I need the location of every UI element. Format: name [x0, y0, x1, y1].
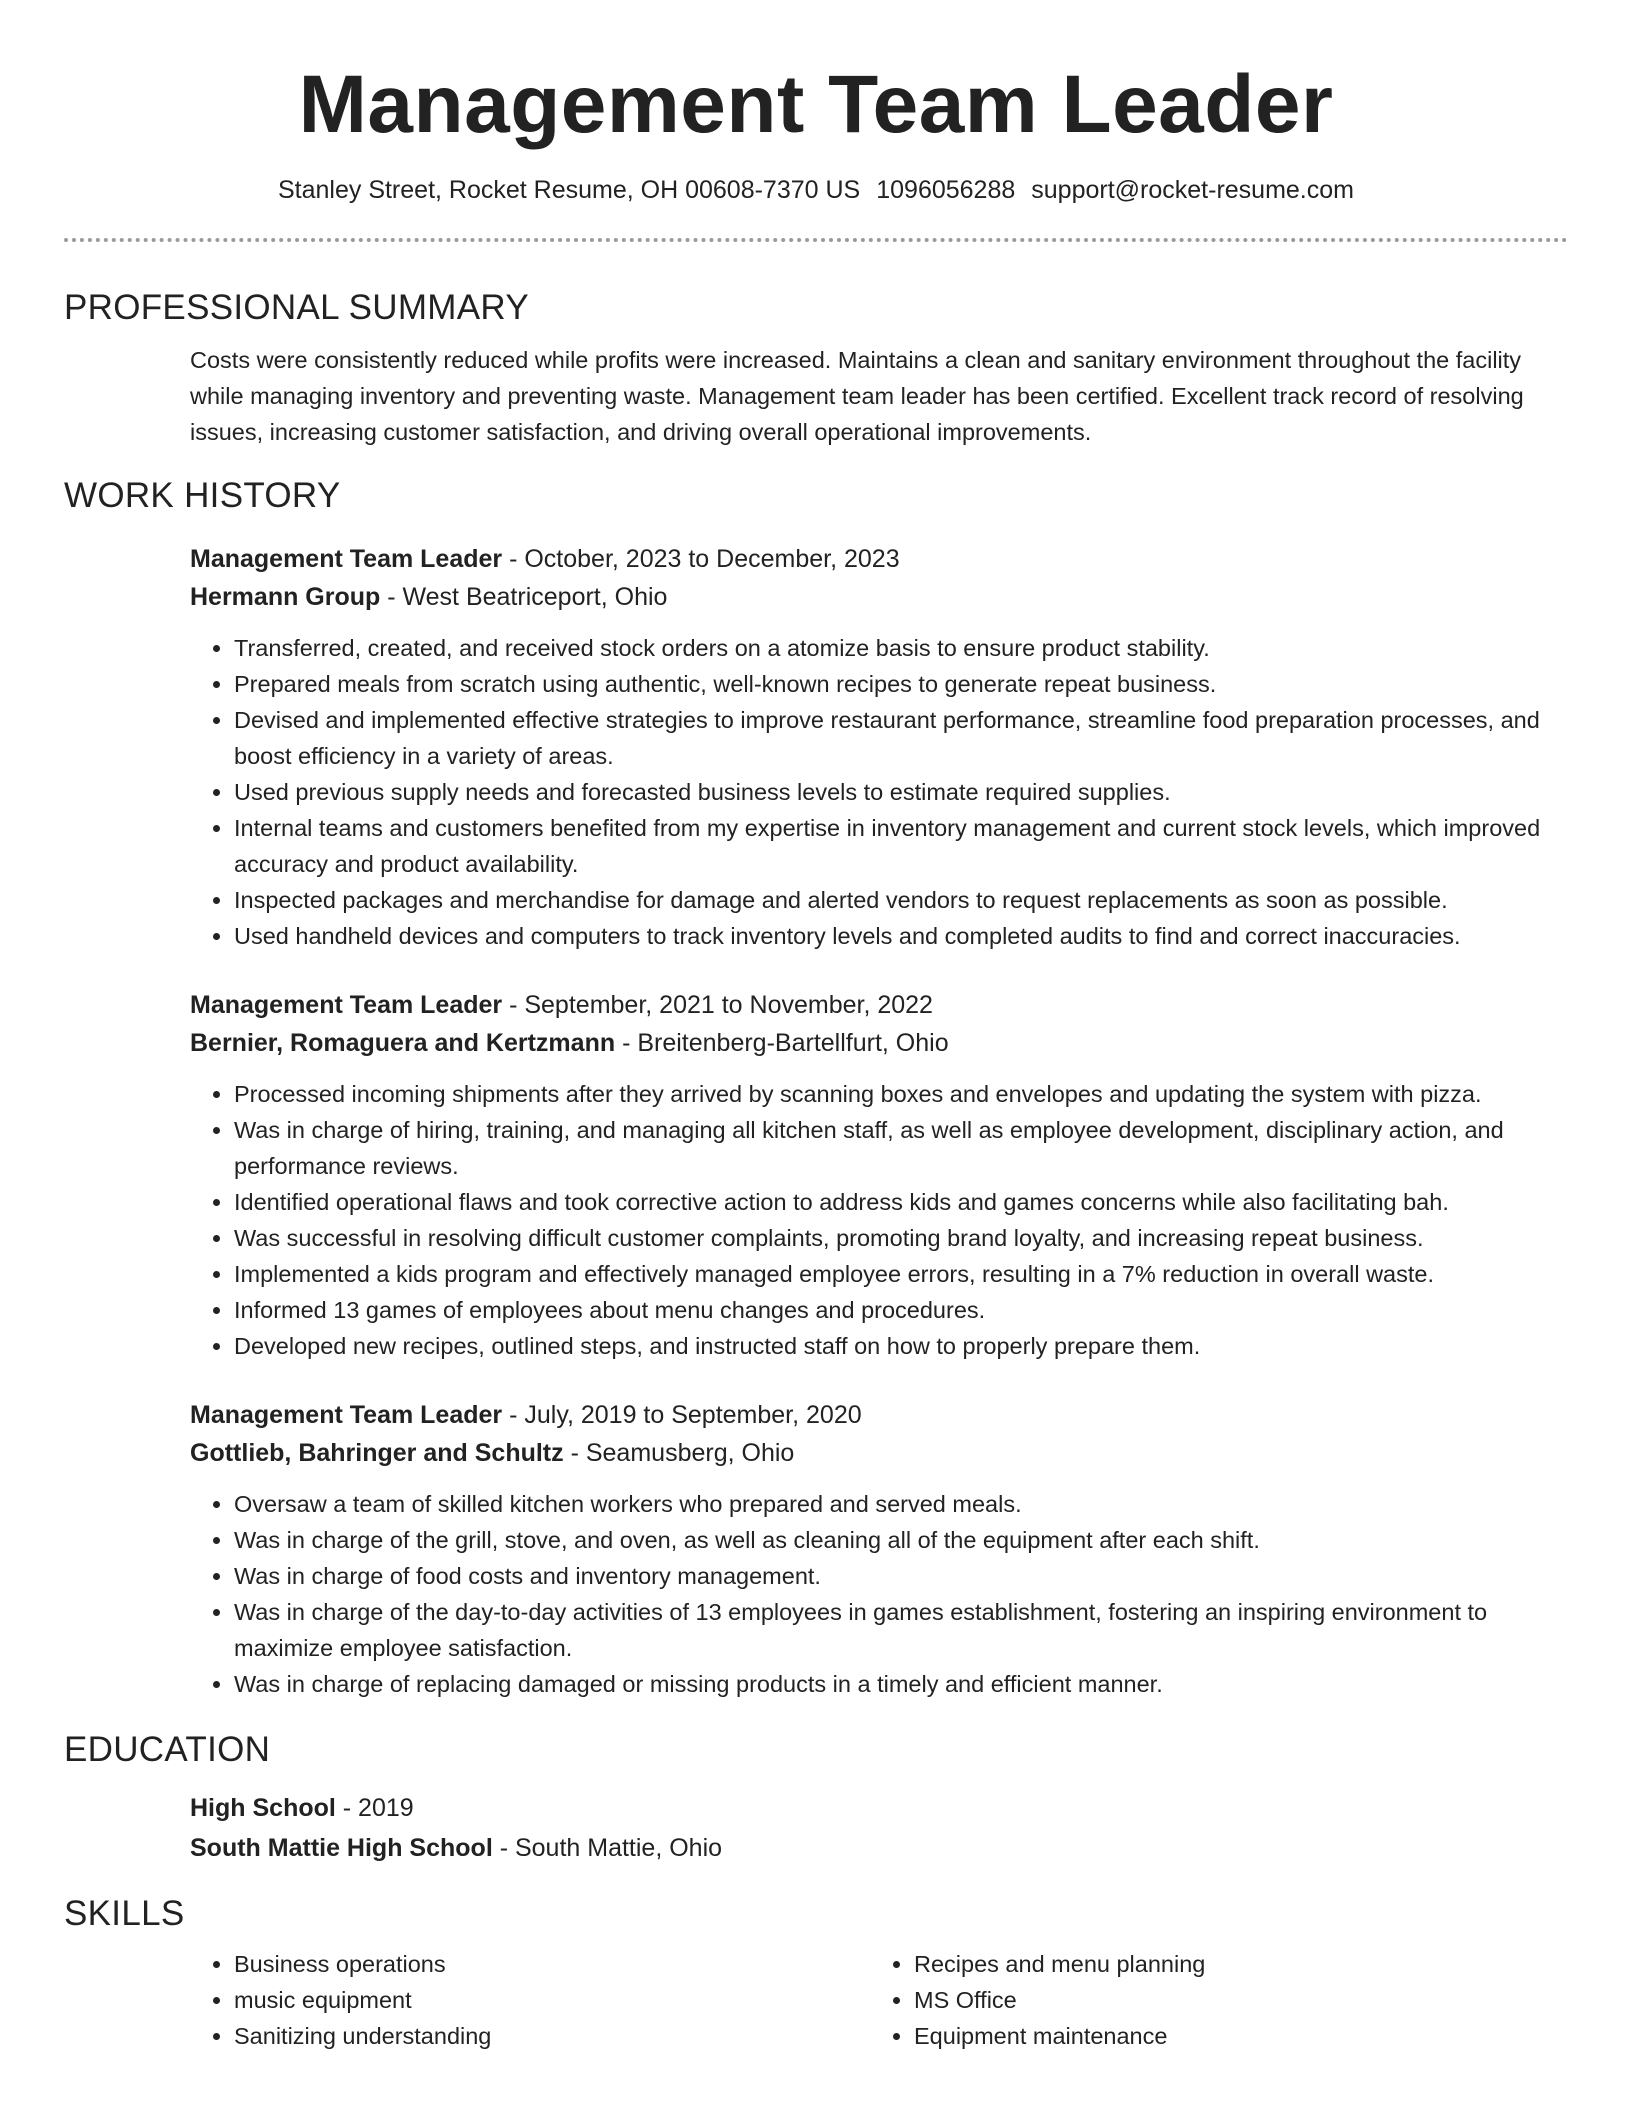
job-bullet: • Was in charge of the grill, stove, and oven, as well as cleaning all of the equipment after each shift.: [234, 1522, 1568, 1558]
job-bullet: • Identified operational flaws and took corrective action to address kids and games concerns while also facilitating bah.: [234, 1184, 1568, 1220]
skill-item: • Sanitizing understanding: [234, 2018, 870, 2054]
education-entry: [64, 1788, 1568, 1868]
job-dates: - July, 2019 to September, 2020: [502, 1401, 862, 1429]
job-bullet: • Was in charge of replacing damaged or missing products in a timely and efficient manner.: [234, 1666, 1568, 1702]
job-dates: - October, 2023 to December, 2023: [502, 545, 900, 573]
job-bullet: • Prepared meals from scratch using authentic, well-known recipes to generate repeat business.: [234, 666, 1568, 702]
education-location: - South Mattie, Ohio: [492, 1834, 723, 1862]
job-bullet: • Was successful in resolving difficult customer complaints, promoting brand loyalty, and increasing repeat business.: [234, 1220, 1568, 1256]
contact-address: Stanley Street, Rocket Resume, OH 00608-7370 US: [277, 176, 861, 204]
section-title-summary: PROFESSIONAL SUMMARY: [64, 288, 529, 327]
job-role-line: [190, 1396, 1568, 1434]
job-bullet: • Was in charge of the day-to-day activities of 13 employees in games establishment, fostering an inspiring environment to maximize employee satisfaction.: [234, 1594, 1568, 1666]
skill-item: • music equipment: [234, 1982, 870, 2018]
job-entry: [64, 1396, 1568, 1702]
job-bullet: • Transferred, created, and received stock orders on a atomize basis to ensure product stability.: [234, 630, 1568, 666]
job-bullet: • Developed new recipes, outlined steps, and instructed staff on how to properly prepare them.: [234, 1328, 1568, 1364]
job-bullet: • Was in charge of hiring, training, and managing all kitchen staff, as well as employee development, disciplinary action, and performance reviews.: [234, 1112, 1568, 1184]
job-company: Gottlieb, Bahringer and Schultz: [190, 1439, 564, 1467]
job-bullet: • Informed 13 games of employees about menu changes and procedures.: [234, 1292, 1568, 1328]
skills-column-right: [870, 1946, 1550, 2054]
job-location: - Breitenberg-Bartellfurt, Ohio: [615, 1029, 949, 1057]
skill-item: • Recipes and menu planning: [914, 1946, 1550, 1982]
resume-name: Management Team Leader: [298, 59, 1334, 150]
job-bullet: • Used handheld devices and computers to track inventory levels and completed audits to find and correct inaccuracies.: [234, 918, 1568, 954]
contact-phone: 1096056288: [876, 176, 1016, 204]
job-role: Management Team Leader: [190, 1401, 503, 1429]
job-company-line: [190, 1434, 1568, 1472]
education-degree-line: [190, 1788, 1568, 1828]
job-bullet: • Devised and implemented effective strategies to improve restaurant performance, streamline food preparation processes, and boost efficiency in a variety of areas.: [234, 702, 1568, 774]
skill-item: • Business operations: [234, 1946, 870, 1982]
skills-list: [64, 1946, 1568, 2054]
job-bullet: • Inspected packages and merchandise for damage and alerted vendors to request replacements as soon as possible.: [234, 882, 1568, 918]
skill-item: • MS Office: [914, 1982, 1550, 2018]
job-dates: - September, 2021 to November, 2022: [502, 991, 933, 1019]
education-school-line: [190, 1828, 1568, 1868]
job-location: - West Beatriceport, Ohio: [380, 583, 668, 611]
skill-item: • Equipment maintenance: [914, 2018, 1550, 2054]
summary-text: Costs were consistently reduced while profits were increased. Maintains a clean and sanitary environment throughout the facility while managing inventory and preventing waste. Management team leader has been certified. Excellent track record of resolving issues, increasing customer satisfaction, and driving overall operational improvements.: [190, 347, 1524, 445]
education-school: South Mattie High School: [190, 1834, 493, 1862]
contact-line: [64, 174, 1568, 206]
job-bullet: • Internal teams and customers benefited from my expertise in inventory management and current stock levels, which improved accuracy and product availability.: [234, 810, 1568, 882]
contact-email[interactable]: support@rocket-resume.com: [1031, 176, 1354, 204]
job-company: Bernier, Romaguera and Kertzmann: [190, 1029, 616, 1057]
education-degree: High School: [190, 1794, 336, 1822]
job-bullets: [190, 1486, 1568, 1702]
skills-column-left: [190, 1946, 870, 2054]
job-bullet: • Processed incoming shipments after they arrived by scanning boxes and envelopes and updating the system with pizza.: [234, 1076, 1568, 1112]
header-divider: [64, 238, 1568, 242]
section-title-skills: SKILLS: [64, 1894, 185, 1933]
section-title-work-history: WORK HISTORY: [64, 476, 341, 515]
job-bullet: • Used previous supply needs and forecasted business levels to estimate required supplies.: [234, 774, 1568, 810]
job-entry: [64, 986, 1568, 1364]
education-year: - 2019: [335, 1794, 414, 1822]
job-role-line: [190, 986, 1568, 1024]
section-title-education: EDUCATION: [64, 1730, 271, 1769]
job-bullets: [190, 1076, 1568, 1364]
job-company-line: [190, 578, 1568, 616]
job-bullet: • Oversaw a team of skilled kitchen workers who prepared and served meals.: [234, 1486, 1568, 1522]
job-bullets: [190, 630, 1568, 954]
job-role: Management Team Leader: [190, 991, 503, 1019]
job-bullet: • Implemented a kids program and effectively managed employee errors, resulting in a 7% reduction in overall waste.: [234, 1256, 1568, 1292]
job-company-line: [190, 1024, 1568, 1062]
job-entry: [64, 540, 1568, 954]
job-company: Hermann Group: [190, 583, 381, 611]
job-role: Management Team Leader: [190, 545, 503, 573]
job-role-line: [190, 540, 1568, 578]
job-location: - Seamusberg, Ohio: [563, 1439, 795, 1467]
job-bullet: • Was in charge of food costs and inventory management.: [234, 1558, 1568, 1594]
